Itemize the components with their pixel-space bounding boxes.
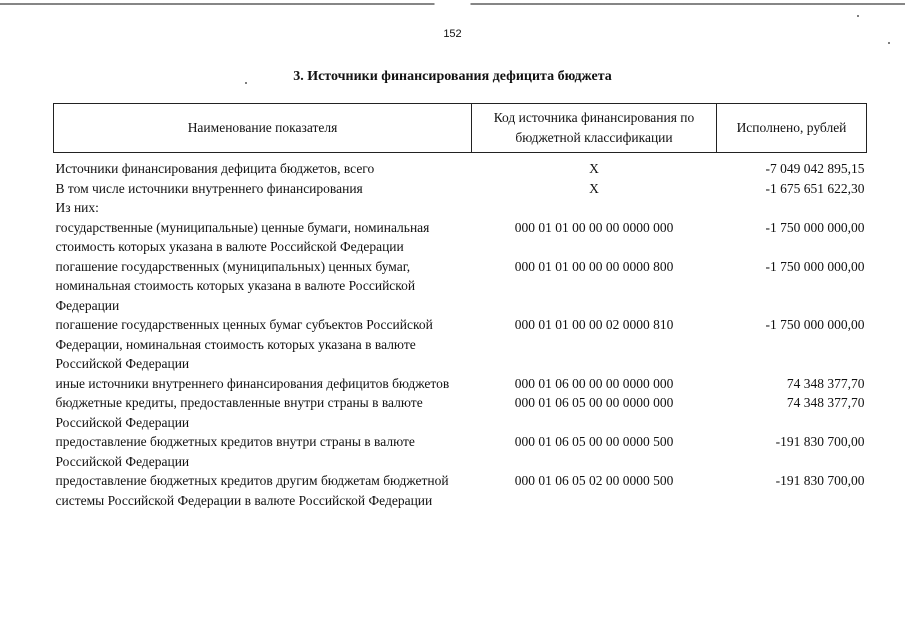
row-value: -1 750 000 000,00 [765, 258, 865, 274]
row-name: погашение государственных (муниципальных) ценных бумаг, номинальная стоимость которых указана в валюте Российской Федерации [55, 258, 416, 313]
header-source-code: Код источника финансирования по бюджетной классификации [472, 104, 717, 153]
table-row [54, 198, 867, 218]
row-value: 74 348 377,70 [786, 395, 865, 410]
row-value [717, 198, 867, 218]
row-name: В том числе источники внутреннего финансирования [55, 180, 363, 196]
scan-edge-line [0, 3, 905, 5]
row-code: 000 01 06 05 00 00 0000 000 [514, 395, 674, 410]
row-value: 74 348 377,70 [786, 375, 865, 391]
row-name: Источники финансирования дефицита бюджетов, всего [55, 161, 375, 176]
table-header-row [54, 104, 867, 153]
financing-sources-table [53, 103, 867, 510]
row-name: предоставление бюджетных кредитов внутри страны в валюте Российской Федерации [55, 434, 415, 469]
table-row [54, 315, 867, 374]
page-number: 152 [443, 28, 462, 40]
table-row [54, 153, 867, 179]
row-code: X [589, 180, 599, 196]
table-row [54, 471, 867, 510]
table-row [54, 393, 867, 432]
row-code [472, 198, 717, 218]
section-title: 3. Источники финансирования дефицита бюджета [293, 69, 612, 84]
row-value: -1 750 000 000,00 [765, 317, 865, 332]
row-value: -1 675 651 622,30 [765, 180, 865, 196]
scan-speck [888, 42, 890, 44]
row-code: 000 01 06 05 00 00 0000 500 [514, 434, 674, 449]
row-code: X [589, 161, 599, 176]
row-name: государственные (муниципальные) ценные бумаги, номинальная стоимость которых указана в валюте Российской Федерации [55, 219, 430, 254]
row-code: 000 01 06 00 00 00 0000 000 [514, 375, 674, 391]
table-row [54, 257, 867, 316]
table-row [54, 179, 867, 199]
row-name: бюджетные кредиты, предоставленные внутри страны в валюте Российской Федерации [55, 395, 423, 430]
row-code: 000 01 01 00 00 00 0000 000 [514, 219, 674, 235]
row-value: -1 750 000 000,00 [765, 219, 865, 235]
row-code: 000 01 01 00 00 02 0000 810 [514, 317, 674, 332]
row-code: 000 01 06 05 02 00 0000 500 [514, 473, 674, 488]
scan-speck [857, 15, 859, 17]
row-name: иные источники внутреннего финансирования дефицитов бюджетов [55, 375, 450, 391]
table-row [54, 218, 867, 257]
table-row [54, 374, 867, 394]
header-indicator-name: Наименование показателя [54, 104, 472, 153]
row-name: предоставление бюджетных кредитов другим бюджетам бюджетной системы Российской Федерации в валюте Российской Федерации [55, 473, 449, 508]
header-executed-amount: Исполнено, рублей [717, 104, 867, 153]
row-value: -7 049 042 895,15 [765, 161, 865, 176]
row-name: Из них: [55, 200, 99, 215]
table-row [54, 432, 867, 471]
row-value: -191 830 700,00 [775, 434, 865, 449]
row-name: погашение государственных ценных бумаг субъектов Российской Федерации, номинальная стоимость которых указана в валюте Российской Федерации [55, 317, 433, 371]
row-code: 000 01 01 00 00 00 0000 800 [514, 258, 674, 274]
row-value: -191 830 700,00 [775, 473, 865, 488]
